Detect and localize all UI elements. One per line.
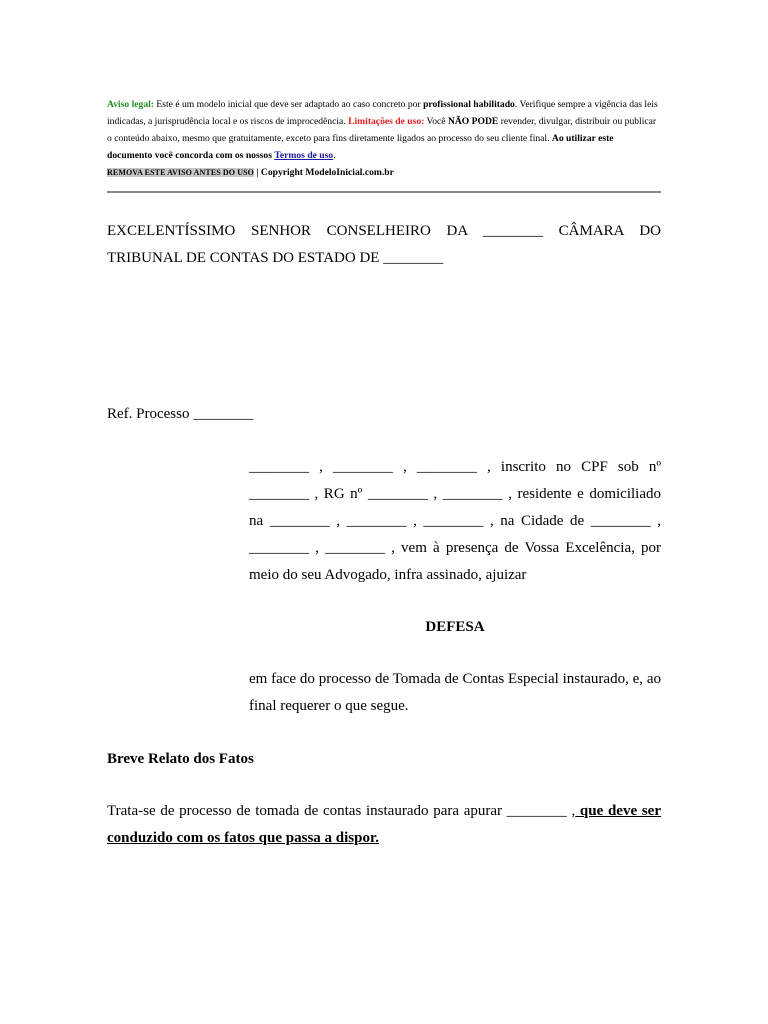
qualification-paragraph: ________ , ________ , ________ , inscrito no CPF sob nº ________ , RG nº ________ , ________ , residente e domiciliado na ________ , ________ , ________ , na Cidade de ________ , ________ , ________ , vem à presença de Vossa Excelência, por meio do seu Advogado, infra assinado, ajuizar — [249, 459, 661, 583]
in-face-paragraph: em face do processo de Tomada de Contas Especial instaurado, e, ao final requerer o que segue. — [249, 671, 661, 714]
notice-nao-pode: NÃO PODE — [447, 116, 499, 127]
notice-period: . — [333, 150, 336, 161]
process-reference: Ref. Processo ________ — [107, 406, 254, 422]
facts-text: Trata-se de processo de tomada de contas instaurado para apurar ________ , — [107, 803, 576, 819]
legal-notice — [107, 96, 661, 181]
notice-limitacoes-label: Limitações de uso: — [348, 116, 425, 127]
notice-verifique-text: . Verifique sempre a vigência das leis indicadas, a jurisprudência local e os riscos de improcedência. — [107, 99, 658, 127]
section-heading: Breve Relato dos Fatos — [107, 751, 254, 767]
notice-ao-utilizar: Ao utilizar este documento você concorda com os nossos — [107, 133, 614, 161]
notice-aviso-label: Aviso legal: — [107, 99, 154, 110]
notice-voce: Você — [424, 116, 448, 127]
terms-of-use-link[interactable]: Termos de uso — [274, 150, 334, 161]
facts-paragraph — [107, 798, 661, 852]
copyright-text: | Copyright ModeloInicial.com.br — [253, 167, 394, 178]
addressee-paragraph: EXCELENTÍSSIMO SENHOR CONSELHEIRO DA ________ CÂMARA DO TRIBUNAL DE CONTAS DO ESTADO DE ________ — [107, 223, 661, 266]
notice-divider — [107, 191, 661, 193]
facts-emphasis: que deve ser conduzido com os fatos que passa a dispor. — [107, 803, 661, 846]
notice-profissional: profissional habilitado — [423, 99, 515, 110]
document-title: DEFESA — [425, 619, 485, 635]
notice-aviso-text: Este é um modelo inicial que deve ser adaptado ao caso concreto por — [154, 99, 424, 110]
notice-limitacoes-text: revender, divulgar, distribuir ou publicar o conteúdo abaixo, mesmo que gratuitamente, exceto para fins diretamente ligados ao processo do seu cliente final. — [107, 116, 657, 144]
remove-notice-label: REMOVA ESTE AVISO ANTES DO USO — [107, 168, 254, 177]
